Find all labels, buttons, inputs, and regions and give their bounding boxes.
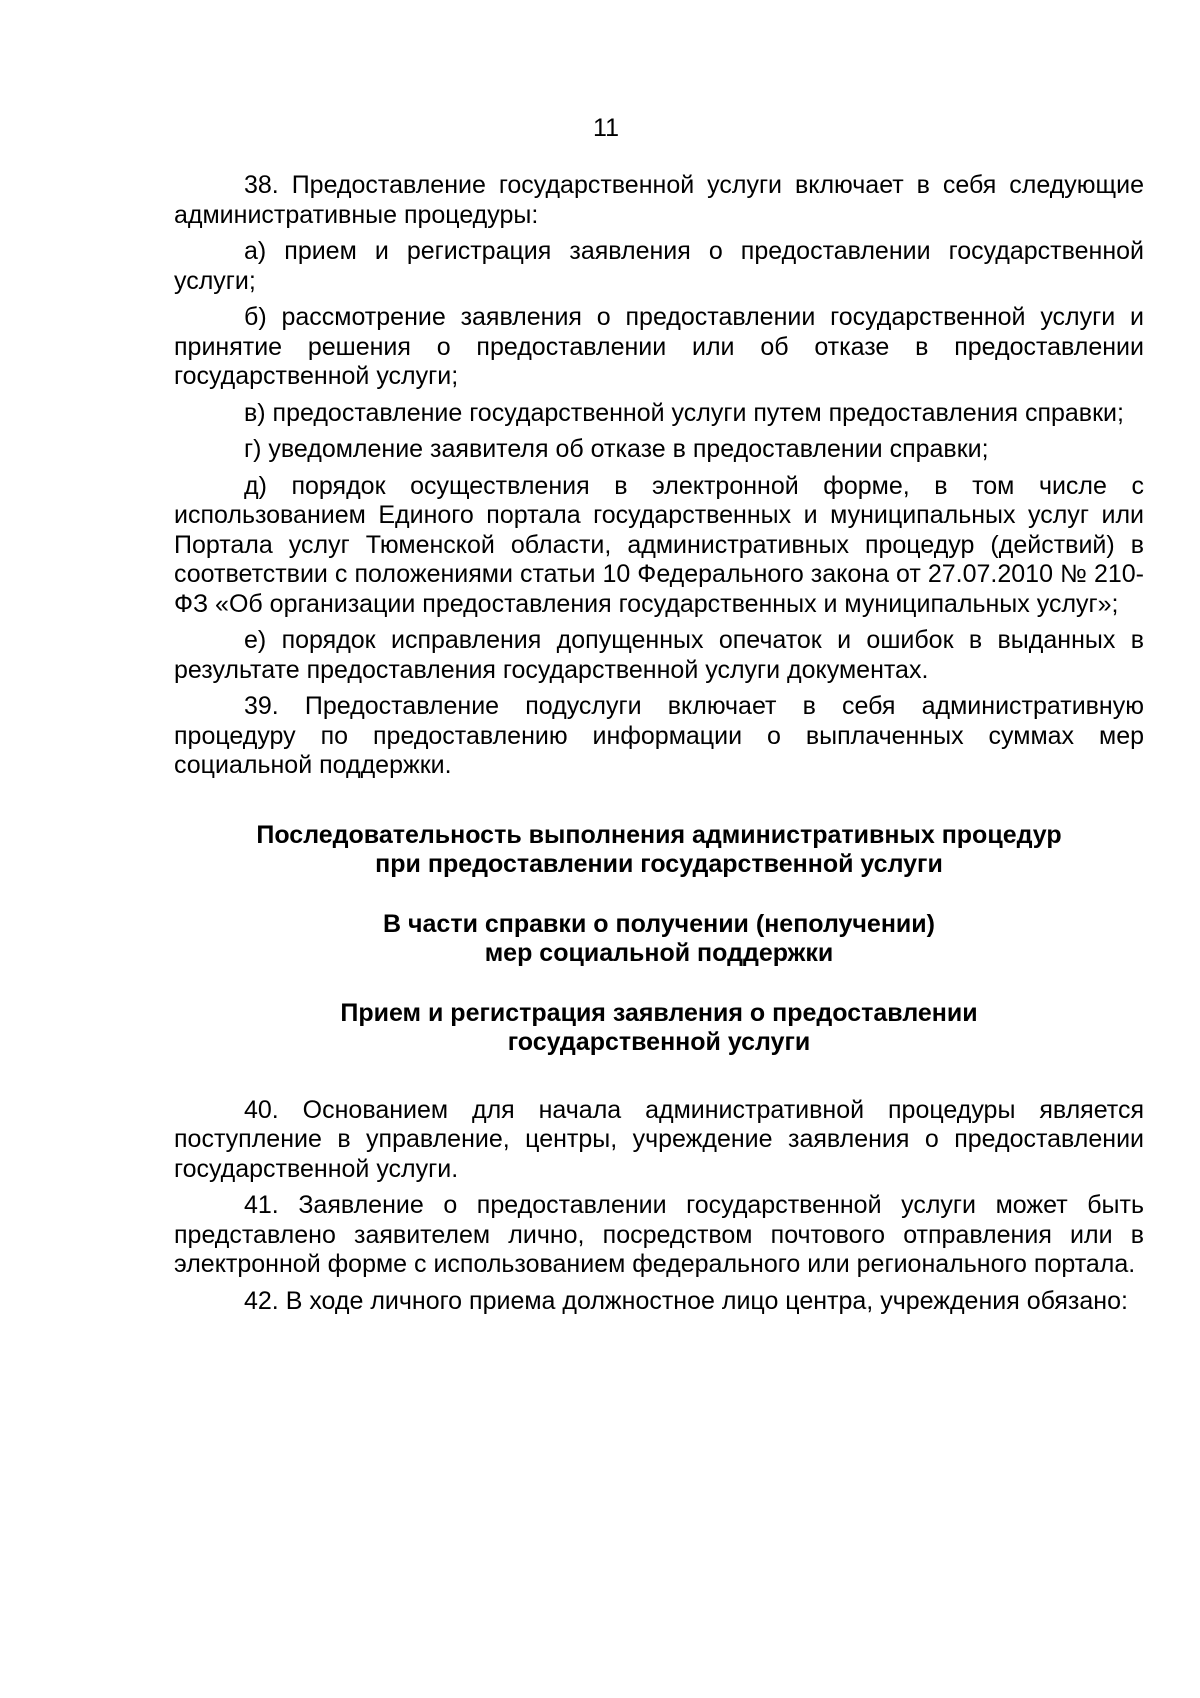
paragraph-38-b: б) рассмотрение заявления о предоставлении государственной услуги и принятие решения о предоставлении или об отказе в предоставлении государственной услуги; xyxy=(174,303,1144,390)
procedure-heading-line: государственной услуги xyxy=(507,1028,811,1056)
section-heading xyxy=(174,821,1144,880)
paragraph-38-v: в) предоставление государственной услуги путем предоставления справки; xyxy=(244,398,1124,427)
paragraph-38-a: а) прием и регистрация заявления о предоставлении государственной услуги; xyxy=(174,237,1144,295)
paragraph-39: 39. Предоставление подуслуги включает в себя административную процедуру по предоставлению информации о выплаченных суммах мер социальной поддержки. xyxy=(174,692,1144,779)
paragraph-42: 42. В ходе личного приема должностное лицо центра, учреждения обязано: xyxy=(244,1286,1128,1315)
subsection-heading xyxy=(174,910,1144,969)
subsection-heading-line: В части справки о получении (неполучении) xyxy=(383,909,935,938)
paragraph-38: 38. Предоставление государственной услуги включает в себя следующие административные процедуры: xyxy=(174,171,1144,229)
paragraph-40: 40. Основанием для начала административной процедуры является поступление в управление, центры, учреждение заявления о предоставлении государственной услуги. xyxy=(174,1095,1144,1183)
section-heading-line: при предоставлении государственной услуги xyxy=(375,850,943,878)
paragraph-38-e: е) порядок исправления допущенных опечаток и ошибок в выданных в результате предоставления государственной услуги документах. xyxy=(174,626,1144,684)
page-number: 11 xyxy=(593,114,619,142)
paragraph-38-d: д) порядок осуществления в электронной форме, в том числе с использованием Единого портала государственных и муниципальных услуг или Портала услуг Тюменской области, административных процедур (действий) в соответствии с положениями статьи 10 Федерального закона от 27.07.2010 № 210-ФЗ «Об организации предоставления государственных и муниципальных услуг»; xyxy=(174,471,1144,618)
section-heading-line: Последовательность выполнения административных процедур xyxy=(256,820,1062,849)
paragraph-38-g: г) уведомление заявителя об отказе в предоставлении справки; xyxy=(244,435,989,463)
procedure-heading-line: Прием и регистрация заявления о предоставлении xyxy=(340,998,978,1027)
procedure-heading xyxy=(174,999,1144,1058)
paragraph-41: 41. Заявление о предоставлении государственной услуги может быть представлено заявителем лично, посредством почтового отправления или в электронной форме с использованием федерального или регионального портала. xyxy=(174,1191,1144,1278)
procedure-body xyxy=(174,1096,1144,1317)
document-body xyxy=(174,171,1144,1323)
subsection-heading-line: мер социальной поддержки xyxy=(484,939,834,967)
